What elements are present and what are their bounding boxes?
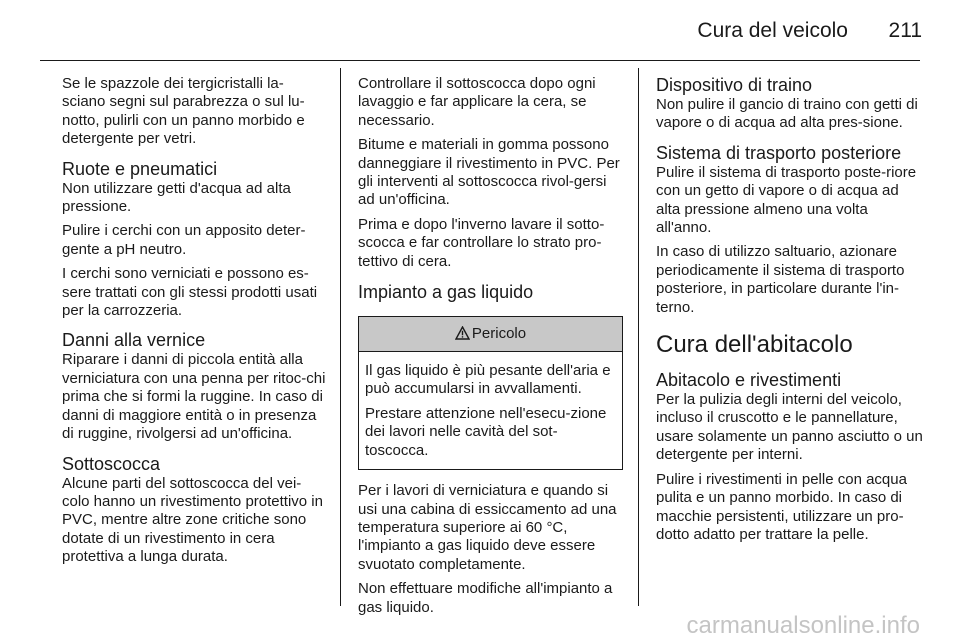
column-1: [62, 75, 327, 573]
paragraph-modifiche: Non effettuare modifiche all'impianto a gas liquido.: [358, 580, 613, 616]
paragraph-sistema-2: In caso di utilizzo saltuario, azionare periodicamente il sistema di trasporto posteriore, in particolare durante l'in-terno.: [656, 243, 905, 316]
warning-body: [359, 352, 622, 469]
warning-box: [358, 316, 623, 470]
warning-text-2: Prestare attenzione nell'esecu-zione dei lavori nelle cavità del sot-toscocca.: [365, 404, 607, 459]
heading-traino: Dispositivo di traino: [656, 75, 813, 95]
heading-sistema-trasporto: Sistema di trasporto posteriore: [656, 142, 902, 163]
heading-cura-abitacolo: Cura dell'abitacolo: [656, 331, 853, 359]
warning-title: Pericolo: [471, 325, 527, 343]
paragraph-sistema-1: Pulire il sistema di trasporto poste-riore con un getto di vapore o di acqua ad alta pressione almeno una volta all'anno.: [656, 163, 917, 237]
section-title: Cura del veicolo: [697, 19, 848, 42]
warning-header: [359, 317, 622, 352]
column-divider-2: [638, 68, 639, 606]
paragraph-abitacolo-2: Pulire i rivestimenti in pelle con acqua pulita e un panno morbido. In caso di macchie persistenti, utilizzare un pro-dotto adatto per trattare la pelle.: [656, 470, 907, 543]
paragraph-ruote-2: Pulire i cerchi con un apposito deter-gente a pH neutro.: [62, 222, 306, 258]
paragraph-controllare: Controllare il sottoscocca dopo ogni lavaggio e far applicare la cera, se necessario.: [358, 75, 596, 129]
paragraph-inverno: Prima e dopo l'inverno lavare il sotto-scocca e far controllare lo strato pro-tettivo di cera.: [358, 215, 605, 270]
header-rule: [40, 60, 920, 61]
heading-sottoscocca: Sottoscocca: [62, 453, 161, 474]
paragraph-bitume: Bitume e materiali in gomma possono danneggiare il rivestimento in PVC. Per gli interventi al sottoscocca rivol-gersi ad un'officina.: [358, 136, 620, 209]
page-number: 211: [888, 19, 922, 42]
column-divider-1: [340, 68, 341, 606]
heading-danni: Danni alla vernice: [62, 330, 206, 351]
heading-abitacolo-rivestimenti: Abitacolo e rivestimenti: [656, 370, 842, 391]
paragraph-abitacolo-1: Per la pulizia degli interni del veicolo, incluso il cruscotto e le pannellature, usare solamente un panno asciutto o un detergente per interni.: [656, 391, 923, 464]
paragraph-ruote-3: I cerchi sono verniciati e possono es-sere trattati con gli stessi prodotti usati per la carrozzeria.: [62, 265, 318, 320]
paragraph-ruote-1: Non utilizzare getti d'acqua ad alta pressione.: [62, 179, 291, 216]
paragraph-wipers: Se le spazzole dei tergicristalli la-sciano segni sul parabrezza o sul lu-notto, pulirli con un panno morbido e detergente per vetri.: [62, 75, 305, 148]
heading-impianto: Impianto a gas liquido: [358, 282, 534, 303]
watermark: carmanualsonline.info: [686, 612, 920, 639]
heading-ruote: Ruote e pneumatici: [62, 158, 218, 179]
paragraph-traino: Non pulire il gancio di traino con getti di vapore o di acqua ad alta pres-sione.: [656, 96, 918, 132]
paragraph-verniciatura: Per i lavori di verniciatura e quando si usi una cabina di essiccamento ad una temperatura superiore ai 60 °C, l'impianto a gas liquido deve essere svuotato completamente.: [358, 482, 617, 573]
column-3: [656, 75, 926, 550]
paragraph-sottoscocca: Alcune parti del sottoscocca del vei-colo hanno un rivestimento protettivo in PVC, mentre altre zone critiche sono dotate di un rivestimento in cera protettiva a lunga durata.: [62, 474, 323, 566]
column-2: [358, 75, 623, 623]
warning-triangle-icon: [455, 319, 470, 353]
warning-text-1: Il gas liquido è più pesante dell'aria e può accumularsi in avvallamenti.: [365, 362, 611, 398]
paragraph-danni: Riparare i danni di piccola entità alla verniciatura con una penna per ritoc-chi prima che si formi la ruggine. In caso di danni di maggiore entità o in presenza di ruggine, rivolgersi ad un'officina.: [62, 351, 326, 443]
page-header: [0, 0, 960, 62]
